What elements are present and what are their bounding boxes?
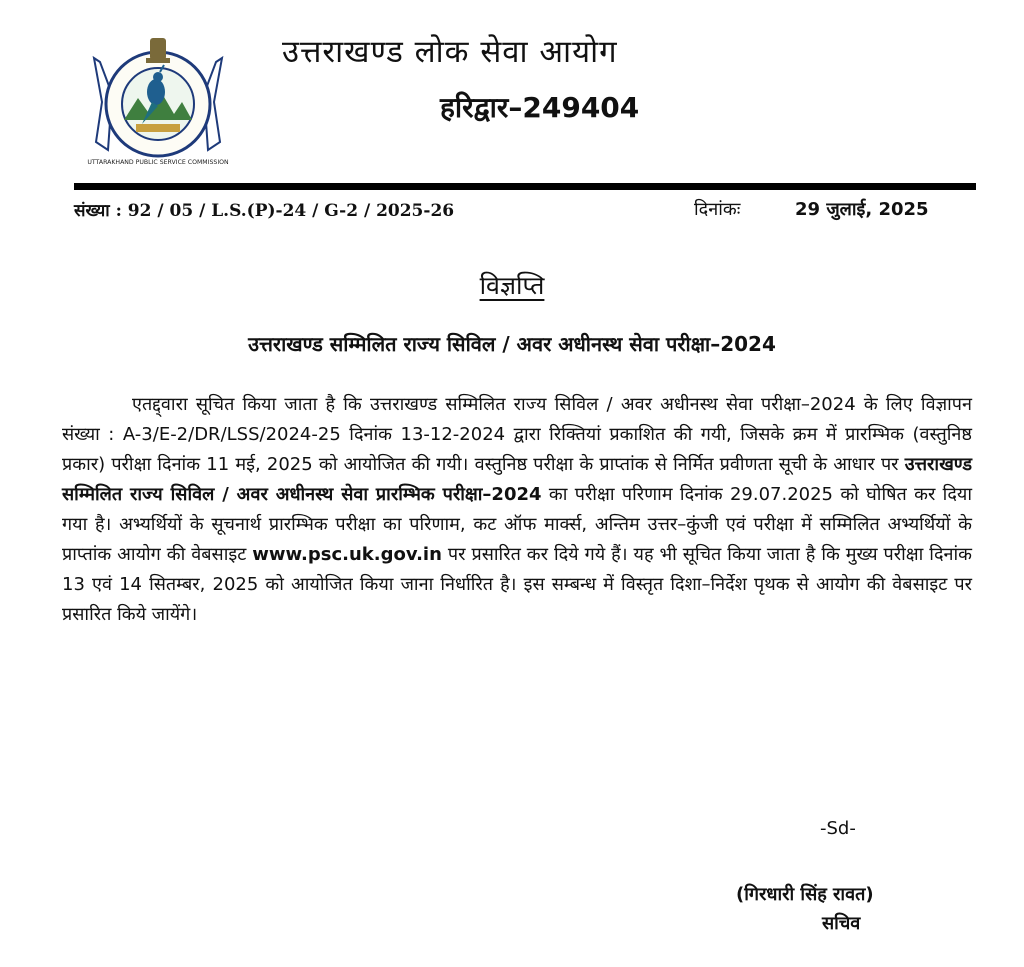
date-label: दिनांकः (694, 199, 741, 220)
notice-body (62, 390, 972, 630)
signatory-designation: सचिव (822, 913, 861, 934)
body-bold-exam-name: उत्तराखण्ड सम्मिलित राज्य सिविल / अवर अधीनस्थ सेवा प्रारम्भिक परीक्षा–2024 (62, 454, 972, 505)
signatory-name: (गिरधारी सिंह रावत) (736, 884, 874, 905)
commission-seal-icon (86, 32, 230, 168)
notice-title: विज्ञप्ति (479, 271, 545, 300)
date-value: 29 जुलाई, 2025 (795, 199, 929, 220)
notice-subject: उत्तराखण्ड सम्मिलित राज्य सिविल / अवर अधीनस्थ सेवा परीक्षा–2024 (248, 332, 776, 356)
website-link[interactable]: www.psc.uk.gov.in (252, 544, 442, 565)
svg-text:UTTARAKHAND PUBLIC SERVICE COM: UTTARAKHAND PUBLIC SERVICE COMMISSION (87, 159, 229, 166)
commission-logo (86, 32, 230, 168)
signed-mark: -Sd- (820, 818, 856, 839)
body-text-3: पर प्रसारित कर दिये गये हैं। यह भी सूचित किया जाता है कि मुख्य परीक्षा दिनांक 13 एवं 14 सितम्बर, 2025 को आयोजित किया जाना निर्धारित है। इस सम्बन्ध में विस्तृत दिशा–निर्देश पृथक से आयोग की वेबसाइट पर प्रसारित किये जायेंगे। (62, 544, 972, 625)
reference-number: संख्या : 92 / 05 / L.S.(P)-24 / G-2 / 2025-26 (74, 201, 455, 221)
commission-name: उत्तराखण्ड लोक सेवा आयोग (282, 34, 618, 70)
commission-address: हरिद्वार–249404 (440, 91, 640, 124)
header-divider (74, 183, 976, 190)
body-text-1: एतद्द्वारा सूचित किया जाता है कि उत्तराखण्ड सम्मिलित राज्य सिविल / अवर अधीनस्थ सेवा परीक्षा–2024 के लिए विज्ञापन संख्या : A-3/E-2/DR/LSS/2024-25 दिनांक 13-12-2024 द्वारा रिक्तियां प्रकाशित की गयी, जिसके क्रम में प्रारम्भिक (वस्तुनिष्ठ प्रकार) परीक्षा दिनांक 11 मई, 2025 को आयोजित की गयी। वस्तुनिष्ठ परीक्षा के प्राप्तांक से निर्मित प्रवीणता सूची के आधार पर (62, 394, 972, 475)
body-text-2: का परीक्षा परिणाम दिनांक 29.07.2025 को घोषित कर दिया गया है। अभ्यर्थियों के सूचनार्थ प्रारम्भिक परीक्षा का परिणाम, कट ऑफ मार्क्स, अन्तिम उत्तर–कुंजी एवं परीक्षा में सम्मिलित अभ्यर्थियों के प्राप्तांक आयोग की वेबसाइट (62, 484, 972, 565)
notice-title-wrapper (0, 268, 1024, 302)
